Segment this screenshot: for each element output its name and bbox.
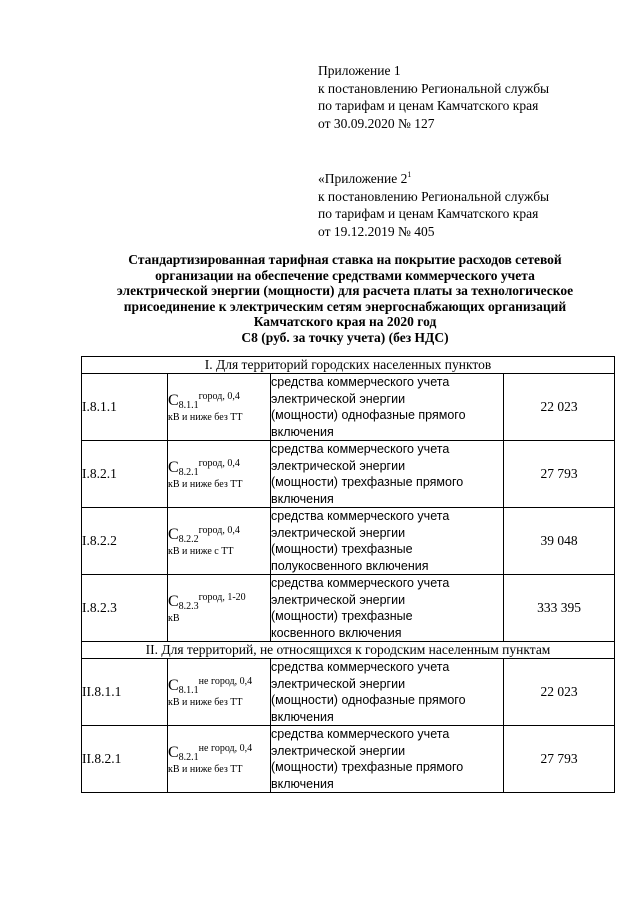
appendix-2-line: к постановлению Региональной службы <box>318 188 550 204</box>
desc-line: электрической энергии <box>271 743 406 758</box>
tariff-table <box>81 356 615 793</box>
row-value: 22 023 <box>504 659 615 726</box>
section-heading-row <box>82 357 615 374</box>
title-line: Стандартизированная тарифная ставка на покрытие расходов сетевой <box>128 252 562 267</box>
row-value: 27 793 <box>504 441 615 508</box>
desc-line: (мощности) трехфазные <box>271 542 413 556</box>
rate-symbol-superscript: не город, 0,4 <box>198 675 253 687</box>
row-code: I.8.1.1 <box>82 374 168 441</box>
desc-line: средства коммерческого учета <box>271 727 450 741</box>
appendix-1-line: по тарифам и ценам Камчатского края <box>318 98 539 113</box>
appendix-1-line: к постановлению Региональной службы <box>318 80 550 96</box>
rate-symbol-subscript: 8.2.1 <box>178 751 199 763</box>
appendix-1-line: от 30.09.2020 № 127 <box>318 115 435 131</box>
rate-symbol-tail: кВ <box>168 612 180 624</box>
rate-symbol <box>168 726 271 793</box>
table-row <box>82 441 615 508</box>
rate-symbol-subscript: 8.1.1 <box>178 399 199 411</box>
rate-symbol-subscript: 8.2.2 <box>178 533 199 545</box>
rate-symbol-tail: кВ и ниже с ТТ <box>168 545 234 557</box>
rate-symbol-tail: кВ и ниже без ТТ <box>168 478 243 490</box>
desc-line: косвенного включения <box>271 625 402 640</box>
row-code: I.8.2.3 <box>82 575 168 642</box>
rate-symbol-letter: С <box>168 676 179 694</box>
rate-symbol <box>168 441 271 508</box>
row-value: 27 793 <box>504 726 615 793</box>
rate-symbol-subscript: 8.2.3 <box>178 600 199 612</box>
rate-symbol <box>168 659 271 726</box>
row-code: I.8.2.1 <box>82 441 168 508</box>
table-row <box>82 508 615 575</box>
desc-line: полукосвенного включения <box>271 558 429 573</box>
section-heading: II. Для территорий, не относящихся к городским населенным пунктам <box>82 642 615 659</box>
appendix-1-line: Приложение 1 <box>318 63 401 78</box>
desc-line: электрической энергии <box>271 592 406 607</box>
rate-symbol-subscript: 8.2.1 <box>178 466 199 478</box>
row-description <box>271 575 504 642</box>
rate-symbol-superscript: не город, 0,4 <box>198 742 253 754</box>
desc-line: (мощности) однофазные прямого <box>271 693 466 707</box>
desc-line: средства коммерческого учета <box>271 442 450 456</box>
title-line: Камчатского края на 2020 год <box>253 314 437 329</box>
rate-symbol-tail: кВ и ниже без ТТ <box>168 763 243 775</box>
row-code: II.8.1.1 <box>82 659 168 726</box>
rate-symbol-letter: С <box>168 391 179 409</box>
rate-symbol-letter: С <box>168 525 179 543</box>
desc-line: включения <box>271 424 334 439</box>
row-code: II.8.2.1 <box>82 726 168 793</box>
desc-line: средства коммерческого учета <box>271 576 450 590</box>
appendix-2-superscript: 1 <box>407 170 412 179</box>
title-line: присоединение к электрическим сетям энергоснабжающих организаций <box>123 298 567 314</box>
title-line: электрической энергии (мощности) для расчета платы за технологическое <box>116 283 574 298</box>
row-description <box>271 441 504 508</box>
table-row <box>82 726 615 793</box>
desc-line: (мощности) трехфазные прямого <box>271 760 464 774</box>
desc-line: (мощности) трехфазные <box>271 609 413 623</box>
desc-line: включения <box>271 491 334 506</box>
appendix-1-header <box>318 62 549 132</box>
row-value: 39 048 <box>504 508 615 575</box>
desc-line: (мощности) трехфазные прямого <box>271 475 464 489</box>
row-description <box>271 374 504 441</box>
appendix-2-title: «Приложение 2 <box>318 171 408 186</box>
desc-line: электрической энергии <box>271 391 406 406</box>
document-title <box>70 252 620 345</box>
desc-line: средства коммерческого учета <box>271 375 450 389</box>
table-row <box>82 374 615 441</box>
rate-symbol <box>168 508 271 575</box>
desc-line: средства коммерческого учета <box>271 509 450 523</box>
rate-symbol-letter: С <box>168 458 179 476</box>
rate-symbol-superscript: город, 0,4 <box>198 457 240 469</box>
desc-line: включения <box>271 776 334 791</box>
desc-line: (мощности) однофазные прямого <box>271 408 466 422</box>
rate-symbol-superscript: город, 0,4 <box>198 524 240 536</box>
desc-line: электрической энергии <box>271 676 406 691</box>
section-heading-row <box>82 642 615 659</box>
desc-line: электрической энергии <box>271 458 406 473</box>
row-description <box>271 659 504 726</box>
rate-symbol-letter: С <box>168 592 179 610</box>
table-row <box>82 575 615 642</box>
table-row <box>82 659 615 726</box>
row-description <box>271 508 504 575</box>
appendix-2-line <box>318 166 549 188</box>
rate-symbol-tail: кВ и ниже без ТТ <box>168 696 243 708</box>
row-code: I.8.2.2 <box>82 508 168 575</box>
title-line: С8 (руб. за точку учета) (без НДС) <box>241 329 449 345</box>
row-value: 333 395 <box>504 575 615 642</box>
row-description <box>271 726 504 793</box>
desc-line: средства коммерческого учета <box>271 660 450 674</box>
rate-symbol-tail: кВ и ниже без ТТ <box>168 411 243 423</box>
rate-symbol-superscript: город, 1-20 <box>198 591 246 603</box>
rate-symbol-subscript: 8.1.1 <box>178 684 199 696</box>
desc-line: электрической энергии <box>271 525 406 540</box>
rate-symbol-letter: С <box>168 743 179 761</box>
row-value: 22 023 <box>504 374 615 441</box>
section-heading: I. Для территорий городских населенных пунктов <box>82 357 615 374</box>
rate-symbol <box>168 575 271 642</box>
appendix-2-line: от 19.12.2019 № 405 <box>318 223 435 239</box>
desc-line: включения <box>271 709 334 724</box>
title-line: организации на обеспечение средствами коммерческого учета <box>155 267 535 283</box>
rate-symbol-superscript: город, 0,4 <box>198 390 240 402</box>
rate-symbol <box>168 374 271 441</box>
appendix-2-header <box>318 166 549 240</box>
appendix-2-line: по тарифам и ценам Камчатского края <box>318 206 539 221</box>
